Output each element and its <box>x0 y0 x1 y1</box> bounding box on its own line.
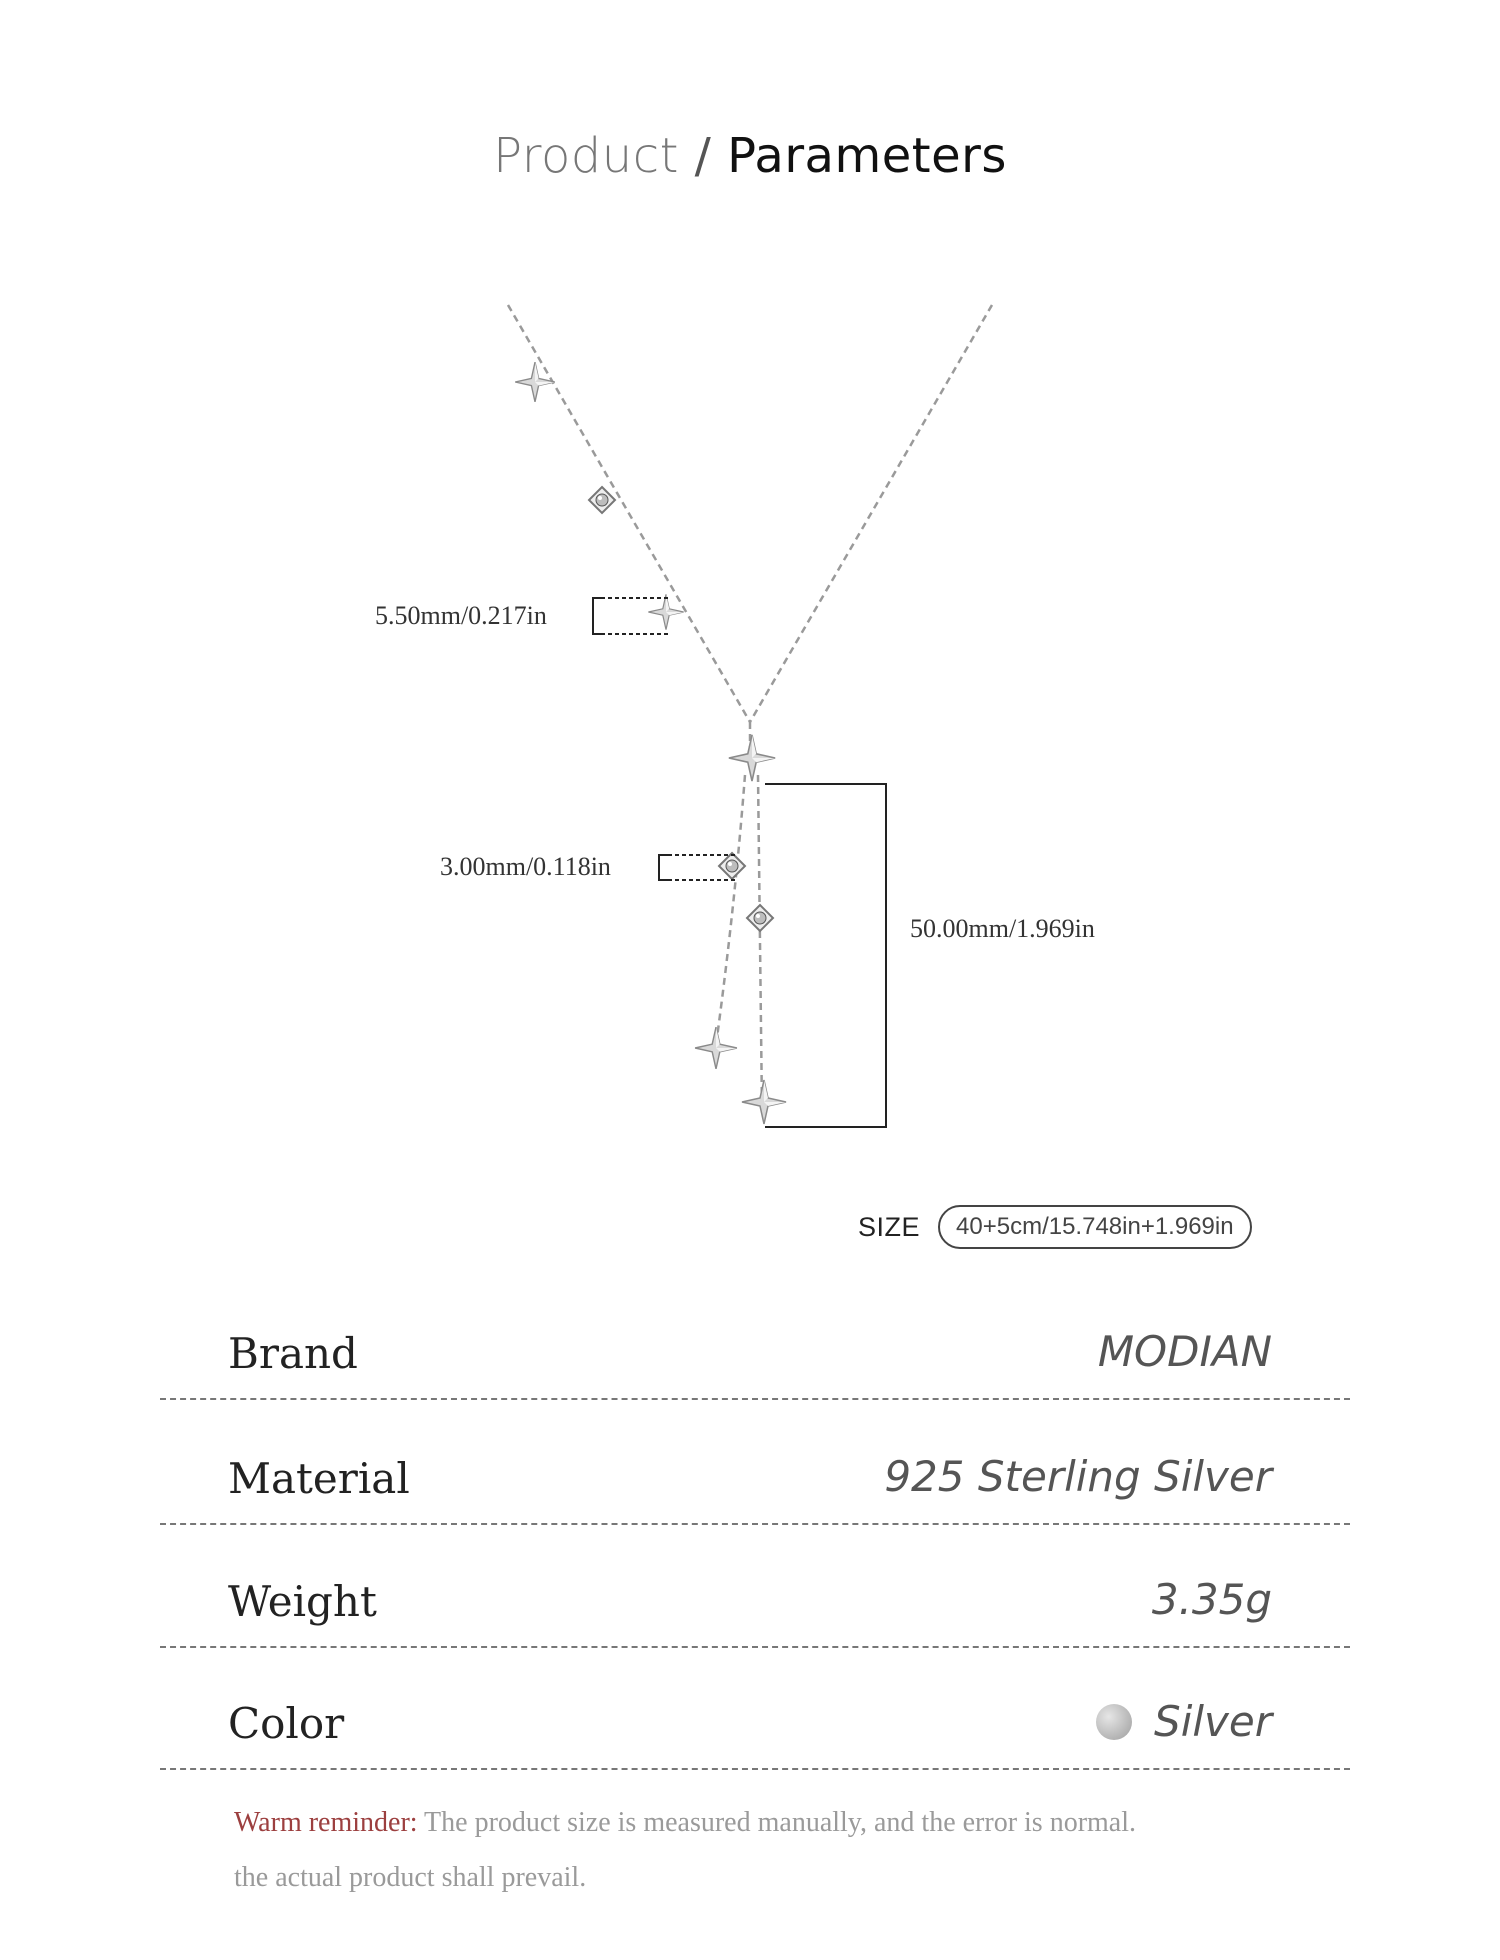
size-row <box>858 1203 1252 1251</box>
bracket-crystal-width <box>659 855 668 880</box>
dim-crystal-width: 3.00mm/0.118in <box>440 852 611 881</box>
charm-star-top-left <box>515 362 555 402</box>
spec-label-color: Color <box>228 1699 345 1748</box>
spec-value-weight: 3.35g <box>1151 1575 1272 1624</box>
spec-row-color <box>160 1688 1350 1770</box>
spec-value-material: 925 Sterling Silver <box>884 1452 1272 1501</box>
charm-gem-drop-right <box>747 905 773 931</box>
size-value: 40+5cm/15.748in+1.969in <box>938 1205 1252 1249</box>
spec-row-brand <box>160 1318 1350 1400</box>
color-swatch-icon <box>1096 1704 1132 1740</box>
spec-row-weight <box>160 1566 1350 1648</box>
reminder-line-1 <box>234 1795 1334 1850</box>
spec-value-color-text: Silver <box>1154 1697 1272 1746</box>
spec-label-material: Material <box>228 1454 410 1503</box>
title-separator: / <box>694 128 712 184</box>
warm-reminder <box>234 1795 1334 1905</box>
spec-row-material <box>160 1443 1350 1525</box>
size-label: SIZE <box>858 1211 921 1242</box>
bracket-drop-length <box>765 784 886 1127</box>
charm-gem-drop-left <box>719 853 745 879</box>
reminder-text-1: The product size is measured manually, and the error is normal. <box>417 1807 1137 1838</box>
spec-value-brand: MODIAN <box>1097 1327 1272 1376</box>
chain-right <box>750 305 992 722</box>
dim-drop-length: 50.00mm/1.969in <box>910 914 1095 943</box>
title-product: Product <box>493 128 679 184</box>
drop-chain-left <box>716 775 745 1045</box>
charm-star-drop-left <box>695 1027 737 1069</box>
bracket-charm-width <box>593 598 602 634</box>
charm-star-center <box>729 735 775 781</box>
drop-chain-right <box>758 775 762 1110</box>
dim-charm-width: 5.50mm/0.217in <box>375 601 547 630</box>
charm-gem-upper <box>589 487 615 513</box>
chain-left <box>508 305 750 722</box>
reminder-line-2: the actual product shall prevail. <box>234 1862 587 1893</box>
spec-label-brand: Brand <box>228 1329 358 1378</box>
spec-label-weight: Weight <box>228 1577 377 1626</box>
spec-value-color <box>1096 1697 1272 1746</box>
reminder-prefix: Warm reminder: <box>234 1807 418 1838</box>
title-parameters: Parameters <box>727 128 1007 184</box>
charm-star-drop-right <box>742 1080 786 1124</box>
